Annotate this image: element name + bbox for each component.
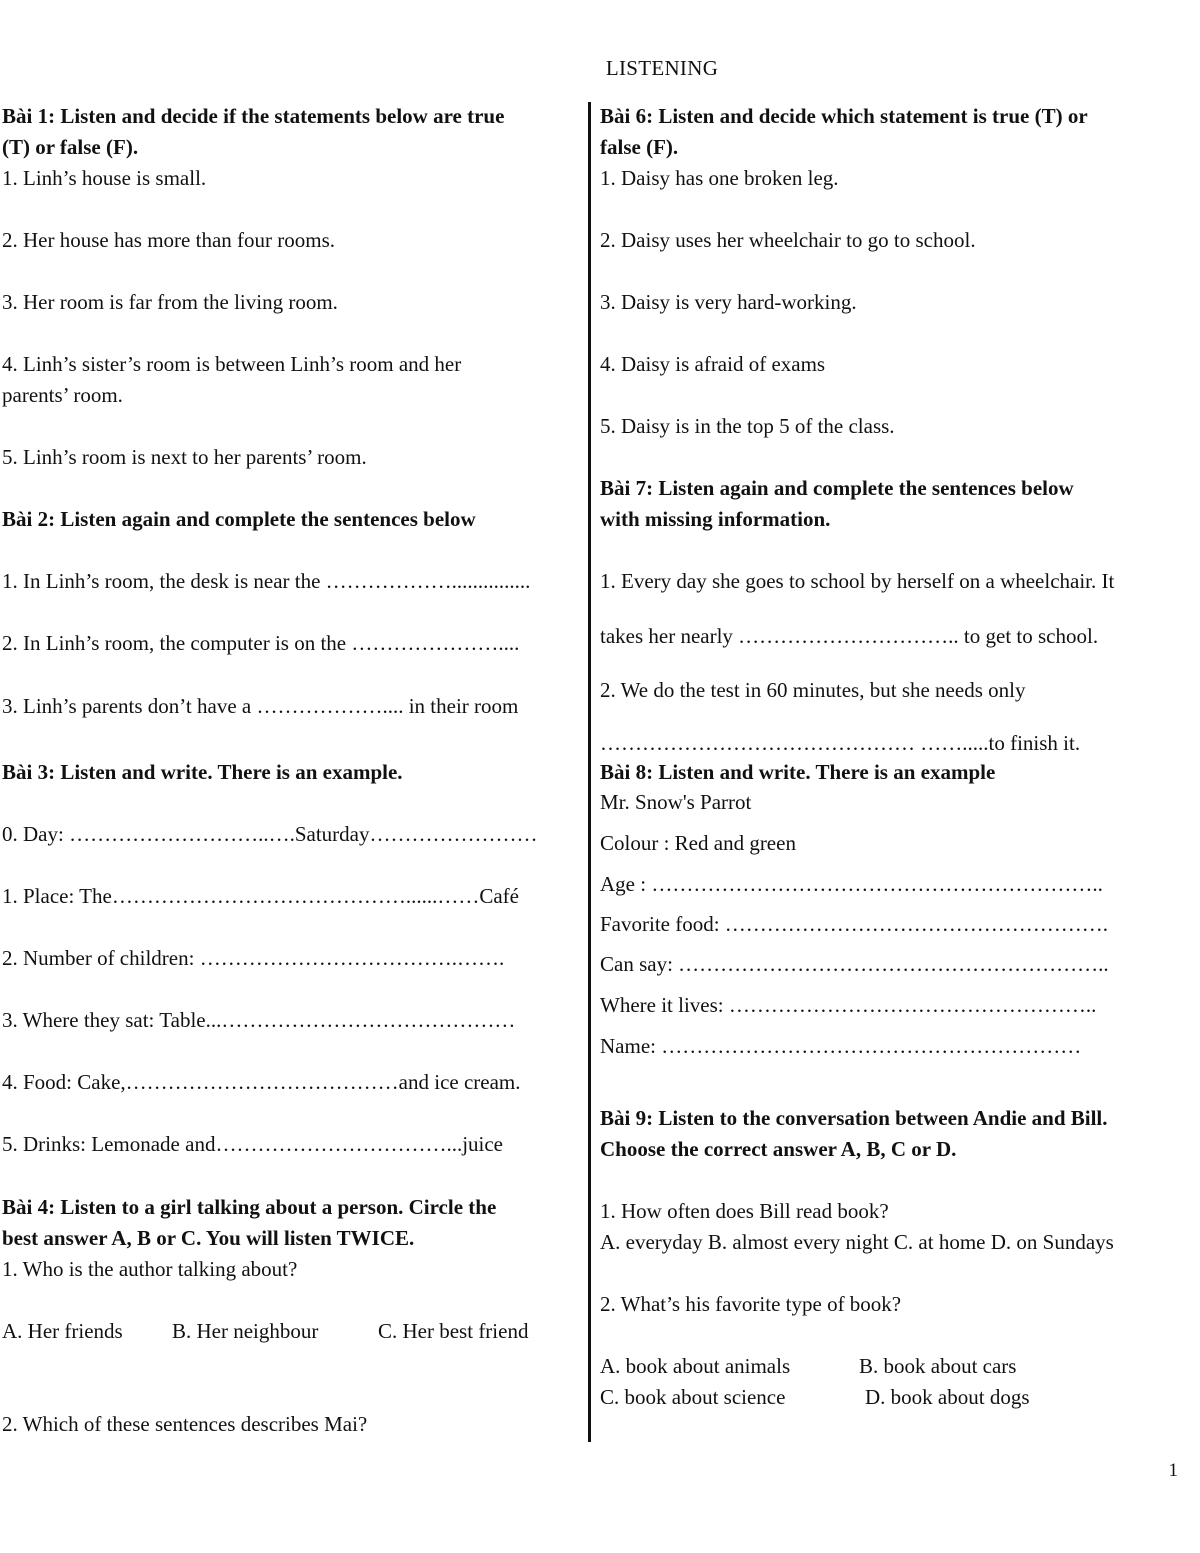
column-divider [588,102,591,1442]
exercise-1-item: 4. Linh’s sister’s room is between Linh’s room and her [2,352,462,376]
exercise-4-question: 1. Who is the author talking about? [2,1257,298,1281]
page-number: 1 [1168,1460,1178,1481]
exercise-8-heading: Bài 8: Listen and write. There is an example [600,760,996,784]
exercise-7-heading: Bài 7: Listen again and complete the sentences below [600,476,1074,500]
option-a: A. book about animals [600,1354,791,1378]
exercise-2-item: 1. In Linh’s room, the desk is near the ………………............... [2,569,531,593]
exercise-6-item: 2. Daisy uses her wheelchair to go to school. [600,228,976,252]
exercise-1-item: 3. Her room is far from the living room. [2,290,338,314]
exercise-1-item-cont: parents’ room. [2,383,123,407]
exercise-8-item: Colour : Red and green [600,831,796,855]
exercise-8-item: Where it lives: …………………………………………….. [600,993,1097,1017]
exercise-3-item: 3. Where they sat: Table...…………………………………… [2,1008,516,1032]
exercise-9-question: 2. What’s his favorite type of book? [600,1292,902,1316]
exercise-7-item-cont: takes her nearly ………………………….. to get to school. [600,624,1099,648]
exercise-3-item: 0. Day: ………………………..….Saturday…………………… [2,822,538,846]
exercise-1-item: 5. Linh’s room is next to her parents’ room. [2,445,367,469]
exercise-8-subtitle: Mr. Snow's Parrot [600,790,752,814]
exercise-6-heading-cont: false (F). [600,135,679,159]
exercise-6-item: 4. Daisy is afraid of exams [600,352,826,376]
exercise-7-heading-cont: with missing information. [600,507,831,531]
exercise-9-options-row [600,1351,1016,1382]
exercise-4-question: 2. Which of these sentences describes Mai? [2,1412,368,1436]
exercise-9-question: 1. How often does Bill read book? [600,1199,889,1223]
exercise-1-item: 1. Linh’s house is small. [2,166,207,190]
exercise-4-heading: Bài 4: Listen to a girl talking about a person. Circle the [2,1195,497,1219]
option-d: D. book about dogs [865,1385,1030,1409]
option-b: B. book about cars [859,1354,1017,1378]
exercise-3-item: 5. Drinks: Lemonade and……………………………...juice [2,1132,504,1156]
exercise-9-heading-cont: Choose the correct answer A, B, C or D. [600,1137,957,1161]
exercise-4-heading-cont: best answer A, B or C. You will listen TWICE. [2,1226,415,1250]
exercise-6-item: 1. Daisy has one broken leg. [600,166,839,190]
exercise-1-heading: Bài 1: Listen and decide if the statements below are true [2,104,505,128]
exercise-1-heading-cont: (T) or false (F). [2,135,139,159]
exercise-3-item: 4. Food: Cake,…………………………………and ice cream. [2,1070,521,1094]
exercise-8-item: Age : ……………………………………………………….. [600,872,1103,896]
exercise-7-item-cont: ……………………………………… …….....to finish it. [600,731,1081,755]
exercise-1-item: 2. Her house has more than four rooms. [2,228,336,252]
exercise-2-item: 2. In Linh’s room, the computer is on the ………………….... [2,631,520,655]
exercise-2-heading: Bài 2: Listen again and complete the sentences below [2,507,476,531]
exercise-2-item: 3. Linh’s parents don’t have a ……………….... in their room [2,694,519,718]
exercise-8-item: Can say: …………………………………………………….. [600,952,1109,976]
exercise-8-item: Name: …………………………………………………… [600,1034,1082,1058]
option-c: C. book about science [600,1385,786,1409]
exercise-9-options-row [600,1382,1030,1413]
page-title: LISTENING [605,56,719,80]
option-c: C. Her best friend [378,1319,529,1343]
exercise-7-item: 2. We do the test in 60 minutes, but she needs only [600,678,1026,702]
exercise-9-heading: Bài 9: Listen to the conversation between Andie and Bill. [600,1106,1108,1130]
exercise-3-heading: Bài 3: Listen and write. There is an example. [2,760,403,784]
option-b: B. Her neighbour [172,1319,319,1343]
option-a: A. Her friends [2,1319,123,1343]
exercise-7-item: 1. Every day she goes to school by herself on a wheelchair. It [600,569,1115,593]
exercise-3-item: 1. Place: The……………………………………......……Café [2,884,519,908]
exercise-4-options [2,1316,528,1347]
exercise-3-item: 2. Number of children: ……………………………….……. [2,946,505,970]
exercise-6-item: 5. Daisy is in the top 5 of the class. [600,414,895,438]
exercise-6-heading: Bài 6: Listen and decide which statement is true (T) or [600,104,1088,128]
exercise-9-options: A. everyday B. almost every night C. at home D. on Sundays [600,1230,1114,1254]
exercise-8-item: Favorite food: ………………………………………………. [600,912,1109,936]
exercise-6-item: 3. Daisy is very hard-working. [600,290,857,314]
